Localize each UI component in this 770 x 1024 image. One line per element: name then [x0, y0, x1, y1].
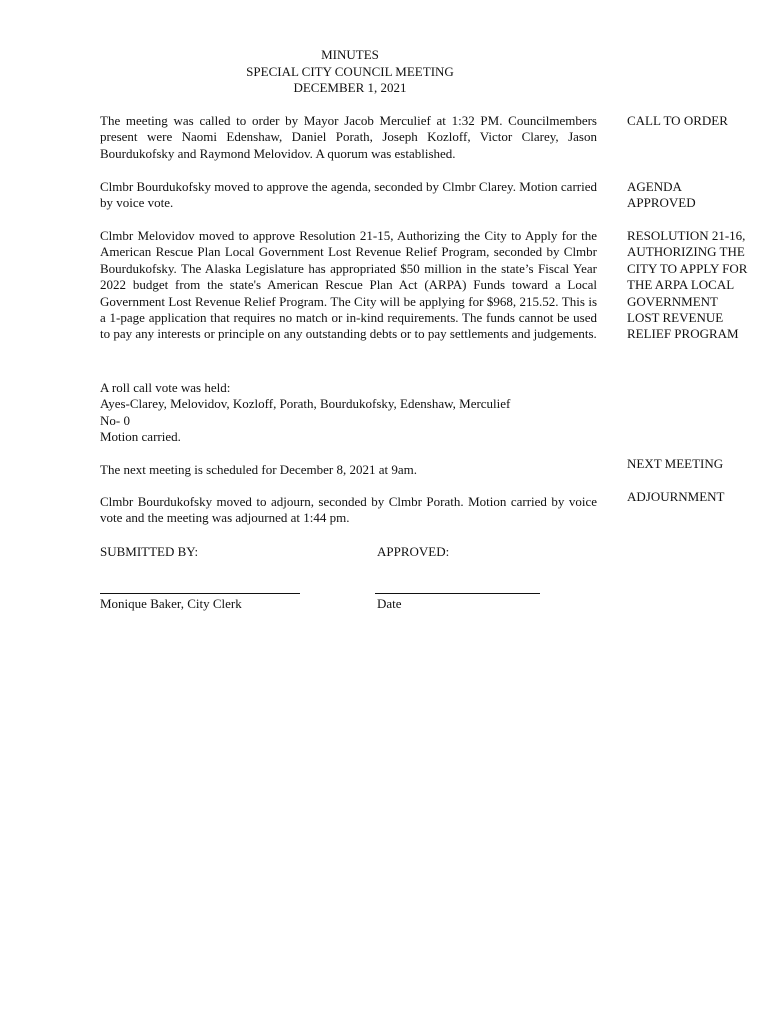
clerk-signature-line [100, 593, 300, 594]
approval-signature-line [375, 593, 540, 594]
clerk-name: Monique Baker, City Clerk [100, 596, 242, 611]
resolution-text: Clmbr Melovidov moved to approve Resolution 21-15, Authorizing the City to Apply for the American Rescue Plan Local Government Lost Revenue Relief Program, seconded by Clmbr Bourdukofsky. The Alaska Legislature has appropriated $50 million in the state’s Fiscal Year 2022 budget from the state's American Rescue Plan Act (ARPA) Funds toward a Local Government Lost Revenue Relief Program. The City will be applying for $968, 215.52. This is a 1-page application that requires no match or in-kind requirements. The funds cannot be used to pay any interests or principle on any outstanding debts or to pay settlements and judgements. [100, 228, 597, 342]
roll-call-nays: No- 0 [100, 412, 130, 428]
roll-call-ayes: Ayes-Clarey, Melovidov, Kozloff, Porath, Bourdukofsky, Edenshaw, Merculief [100, 396, 511, 412]
next-meeting-text: The next meeting is scheduled for December 8, 2021 at 9am. [100, 462, 417, 477]
date-label: Date [377, 596, 402, 611]
agenda-side-heading: AGENDA APPROVED [627, 179, 696, 211]
call-to-order-side-heading: CALL TO ORDER [627, 113, 728, 128]
roll-call-intro: A roll call vote was held: [100, 380, 231, 395]
header-meeting-type: SPECIAL CITY COUNCIL MEETING [246, 63, 454, 79]
resolution-side-heading: RESOLUTION 21-16, AUTHORIZING THE CITY TO APPLY FOR THE ARPA LOCAL GOVERNMENT LOST REVENUE RELIEF PROGRAM [627, 228, 748, 342]
resolution-paragraph [100, 228, 597, 343]
agenda-paragraph [100, 179, 597, 212]
adjournment-paragraph [100, 494, 597, 527]
submitted-by-label: SUBMITTED BY: [100, 544, 199, 559]
approved-label: APPROVED: [377, 544, 450, 559]
adjournment-text: Clmbr Bourdukofsky moved to adjourn, seconded by Clmbr Porath. Motion carried by voice vote and the meeting was adjourned at 1:44 pm. [100, 494, 597, 526]
roll-call-block [100, 380, 510, 446]
header-title: MINUTES [321, 47, 379, 62]
header-date: DECEMBER 1, 2021 [293, 80, 407, 95]
agenda-text: Clmbr Bourdukofsky moved to approve the agenda, seconded by Clmbr Clarey. Motion carried by voice vote. [100, 179, 597, 211]
next-meeting-side-heading: NEXT MEETING [627, 456, 724, 471]
document-header [100, 47, 600, 97]
call-to-order-paragraph [100, 113, 597, 162]
adjournment-side-heading: ADJOURNMENT [627, 489, 725, 504]
roll-call-result: Motion carried. [100, 429, 181, 445]
call-to-order-text: The meeting was called to order by Mayor Jacob Merculief at 1:32 PM. Councilmembers present were Naomi Edenshaw, Daniel Porath, Joseph Kozloff, Victor Clarey, Jason Bourdukofsky and Raymond Melovidov. A quorum was established. [100, 113, 597, 161]
